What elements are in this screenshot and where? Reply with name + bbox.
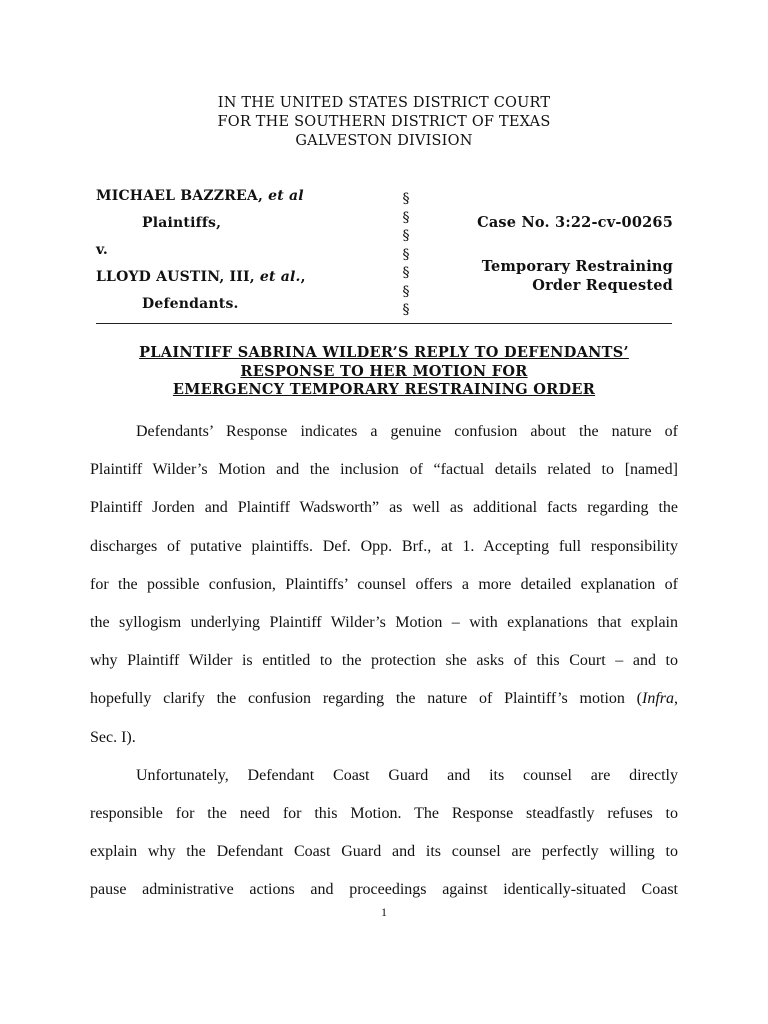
caption-divider bbox=[96, 323, 672, 324]
text-line: the syllogism underlying Plaintiff Wilder’s Motion – with explanations that explain bbox=[90, 614, 678, 632]
case-number: Case No. 3:22-cv-00265 bbox=[477, 214, 673, 231]
court-division: GALVESTON DIVISION bbox=[295, 133, 473, 149]
paragraph bbox=[90, 413, 678, 757]
section-symbol: § bbox=[402, 283, 410, 300]
plaintiff-et-al: et al bbox=[268, 188, 304, 204]
court-name: IN THE UNITED STATES DISTRICT COURT bbox=[217, 95, 551, 111]
text-line: Sec. I). bbox=[90, 728, 136, 746]
text-fragment: , bbox=[674, 690, 678, 708]
infra-citation: Infra bbox=[642, 690, 674, 708]
text-line: Plaintiff Wilder’s Motion and the inclusion of “factual details related to [named] bbox=[90, 461, 678, 479]
defendants-label: Defendants. bbox=[142, 296, 239, 312]
section-symbol: § bbox=[402, 302, 410, 318]
court-district: FOR THE SOUTHERN DISTRICT OF TEXAS bbox=[217, 114, 551, 130]
defendant-et-al: et al. bbox=[259, 269, 301, 285]
plaintiffs-label: Plaintiffs, bbox=[142, 215, 222, 231]
text-line: for the possible confusion, Plaintiffs’ counsel offers a more detailed explanation of bbox=[90, 575, 678, 593]
defendant-comma: , bbox=[300, 269, 306, 285]
tro-requested bbox=[430, 258, 673, 295]
defendant-name-line bbox=[96, 269, 306, 285]
section-symbol: § bbox=[402, 228, 410, 244]
title-line-2: RESPONSE TO HER MOTION FOR bbox=[240, 362, 528, 380]
case-caption-info bbox=[430, 214, 673, 295]
title-line-1: PLAINTIFF SABRINA WILDER’S REPLY TO DEFENDANTS’ bbox=[139, 344, 629, 361]
court-header bbox=[0, 94, 768, 151]
text-line: pause administrative actions and proceedings against identically-situated Coast bbox=[90, 881, 678, 899]
text-line: discharges of putative plaintiffs. Def. Opp. Brf., at 1. Accepting full responsibility bbox=[90, 537, 678, 555]
page-number: 1 bbox=[381, 905, 387, 919]
section-symbol: § bbox=[402, 246, 410, 263]
document-title bbox=[0, 344, 768, 400]
text-line bbox=[90, 680, 678, 718]
plaintiff-name-line bbox=[96, 188, 304, 204]
text-fragment: hopefully clarify the confusion regarding the nature of Plaintiff’s motion ( bbox=[90, 690, 642, 708]
text-line: explain why the Defendant Coast Guard and its counsel are perfectly willing to bbox=[90, 843, 678, 861]
defendant-name: LLOYD AUSTIN, III, bbox=[96, 269, 255, 285]
text-line: Plaintiff Jorden and Plaintiff Wadsworth” as well as additional facts regarding the bbox=[90, 499, 678, 517]
tro-line-1: Temporary Restraining bbox=[481, 258, 673, 275]
text-line: responsible for the need for this Motion. The Response steadfastly refuses to bbox=[90, 805, 678, 823]
versus-label: v. bbox=[96, 242, 109, 258]
text-line: Defendants’ Response indicates a genuine confusion about the nature of bbox=[136, 423, 678, 440]
section-symbol-column bbox=[398, 190, 414, 320]
tro-line-2: Order Requested bbox=[532, 276, 673, 294]
title-line-3: EMERGENCY TEMPORARY RESTRAINING ORDER bbox=[172, 381, 596, 398]
paragraph bbox=[90, 757, 678, 910]
text-line: Unfortunately, Defendant Coast Guard and its counsel are directly bbox=[136, 766, 678, 784]
text-line: why Plaintiff Wilder is entitled to the protection she asks of this Court – and to bbox=[90, 652, 678, 670]
section-symbol: § bbox=[402, 191, 410, 207]
document-body bbox=[90, 413, 678, 910]
section-symbol: § bbox=[402, 265, 410, 281]
section-symbol: § bbox=[402, 209, 410, 226]
plaintiff-name: MICHAEL BAZZREA, bbox=[96, 188, 264, 204]
